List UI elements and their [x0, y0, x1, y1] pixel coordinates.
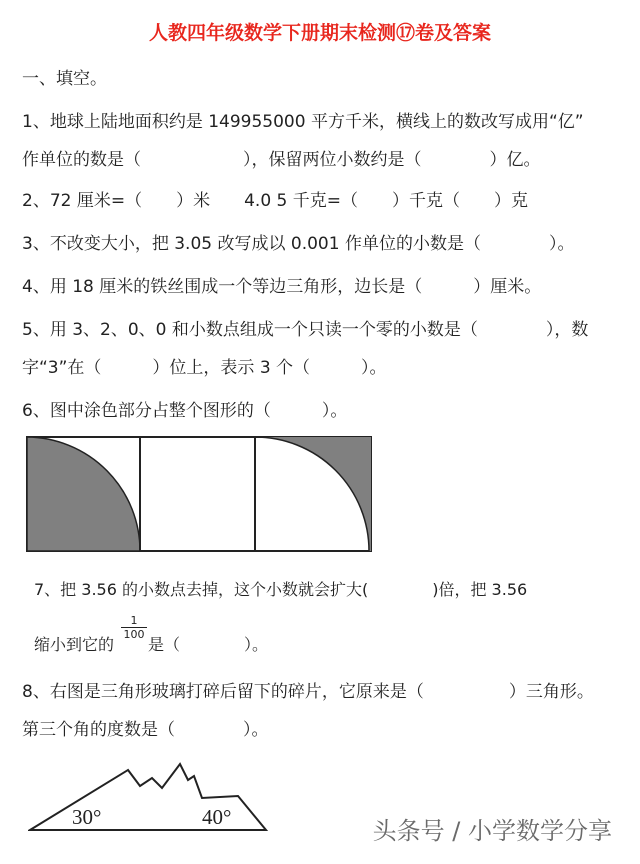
question-1-line-2: 作单位的数是（ ），保留两位小数约是（ ）亿。 — [22, 150, 541, 170]
fraction-denominator: 100 — [121, 627, 147, 641]
question-5-line-1: 5、用 3、2、0、0 和小数点组成一个只读一个零的小数是（ ），数 — [22, 320, 589, 340]
section-heading-fill-blank: 一、填空。 — [22, 69, 107, 89]
angle-label-right: 40° — [202, 805, 232, 829]
question-2: 2、72 厘米=（ ）米 4.0 5 千克=（ ）千克（ ）克 — [22, 191, 528, 211]
page-title: 人教四年级数学下册期末检测⑰卷及答案 — [148, 22, 491, 44]
question-1-line-1: 1、地球上陆地面积约是 149955000 平方千米，横线上的数改写成用“亿” — [22, 112, 584, 132]
question-8-line-2: 第三个角的度数是（ ）。 — [22, 720, 269, 740]
question-6-figure — [26, 436, 374, 554]
watermark: 头条号 / 小学数学分享 — [372, 817, 612, 845]
question-6: 6、图中涂色部分占整个图形的（ ）。 — [22, 401, 348, 421]
fraction-numerator: 1 — [130, 614, 138, 627]
question-8-line-1: 8、右图是三角形玻璃打碎后留下的碎片，它原来是（ ）三角形。 — [22, 682, 594, 702]
angle-label-left: 30° — [72, 805, 102, 829]
left-shaded-region — [27, 437, 140, 551]
question-3: 3、不改变大小，把 3.05 改写成以 0.001 作单位的小数是（ ）。 — [22, 234, 575, 254]
question-5-line-2: 字“3”在（ ）位上，表示 3 个（ ）。 — [22, 358, 387, 378]
question-7-line-2-prefix: 缩小到它的 — [34, 635, 115, 654]
broken-triangle-figure — [28, 758, 273, 834]
question-7-line-1: 7、把 3.56 的小数点去掉，这个小数就会扩大( )倍，把 3.56 — [34, 580, 528, 599]
question-7-line-2-suffix: 是（ ）。 — [148, 635, 269, 654]
question-4: 4、用 18 厘米的铁丝围成一个等边三角形，边长是（ ）厘米。 — [22, 277, 542, 297]
fraction-one-hundredth — [121, 614, 147, 641]
